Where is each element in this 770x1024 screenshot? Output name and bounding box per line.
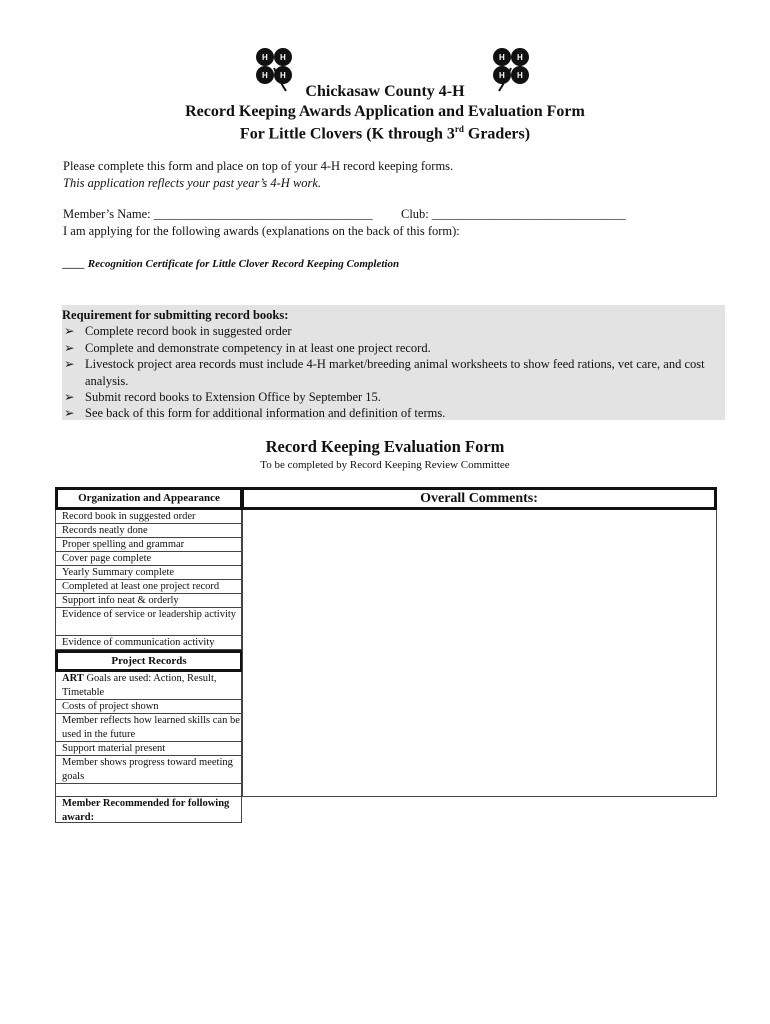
org-row[interactable]: Record book in suggested order (55, 510, 242, 524)
title-sup: rd (454, 124, 464, 134)
project-row[interactable]: Member shows progress toward meeting goals (55, 756, 242, 784)
svg-text:H: H (262, 71, 268, 80)
svg-text:H: H (280, 71, 286, 80)
project-row[interactable]: Member reflects how learned skills can be used in the future (55, 714, 242, 742)
svg-text:H: H (499, 53, 505, 62)
title-audience (0, 124, 770, 143)
requirement-text: Livestock project area records must include 4-H market/breeding animal worksheets to show feed rations, vet care, and cost analysis. (85, 357, 705, 388)
org-row[interactable]: Records neatly done (55, 524, 242, 538)
project-row[interactable]: Costs of project shown (55, 700, 242, 714)
recommended-award-field[interactable]: Member Recommended for following award: (55, 796, 242, 823)
arrow-bullet-icon: ➢ (64, 340, 75, 355)
award-option[interactable]: ____ Recognition Certificate for Little Clover Record Keeping Completion (63, 258, 400, 270)
requirement-item (62, 356, 725, 389)
intro-note: This application reflects your past year’s 4-H work. (63, 176, 322, 190)
requirement-text: Complete record book in suggested order (85, 324, 292, 339)
requirement-item (62, 340, 725, 356)
requirement-item (62, 323, 725, 339)
title-audience-end: Graders) (463, 125, 531, 143)
title-county: Chickasaw County 4-H (305, 83, 465, 100)
member-name-field[interactable]: Member’s Name: ___________________________________ (63, 207, 373, 221)
intro-instruction: Please complete this form and place on top of your 4-H record keeping forms. (63, 159, 454, 173)
org-row[interactable]: Completed at least one project record (55, 580, 242, 594)
org-row[interactable]: Cover page complete (55, 552, 242, 566)
svg-text:H: H (517, 53, 523, 62)
svg-text:H: H (499, 71, 505, 80)
title-audience-text: For Little Clovers (K through 3 (239, 125, 455, 143)
evaluation-subtitle: To be completed by Record Keeping Review Committee (260, 459, 510, 471)
org-header: Organization and Appearance (55, 487, 243, 510)
art-text: Goals are used: Action, Result, Timetable (62, 673, 217, 698)
project-row[interactable] (55, 672, 242, 700)
arrow-bullet-icon: ➢ (64, 406, 75, 421)
project-row[interactable]: Support material present (55, 742, 242, 756)
org-row[interactable]: Evidence of service or leadership activity (55, 608, 242, 636)
requirement-text: See back of this form for additional information and definition of terms. (85, 406, 446, 421)
requirement-item (62, 405, 725, 421)
comments-area[interactable] (242, 510, 717, 797)
club-field[interactable]: Club: _______________________________ (401, 207, 626, 221)
org-row[interactable]: Support info neat & orderly (55, 594, 242, 608)
org-row[interactable]: Evidence of communication activity (55, 636, 242, 650)
svg-text:H: H (262, 53, 268, 62)
applying-text: I am applying for the following awards (explanations on the back of this form): (63, 224, 460, 238)
arrow-bullet-icon: ➢ (64, 357, 75, 372)
org-row[interactable]: Yearly Summary complete (55, 566, 242, 580)
svg-text:H: H (280, 53, 286, 62)
requirements-box (62, 305, 725, 420)
requirement-text: Complete and demonstrate competency in at least one project record. (85, 340, 431, 355)
art-label: ART (62, 673, 84, 684)
comments-header: Overall Comments: (242, 487, 717, 510)
evaluation-title: Record Keeping Evaluation Form (265, 437, 505, 456)
project-header: Project Records (55, 650, 243, 672)
org-row[interactable]: Proper spelling and grammar (55, 538, 242, 552)
title-form: Record Keeping Awards Application and Evaluation Form (185, 103, 585, 120)
arrow-bullet-icon: ➢ (64, 324, 75, 339)
requirement-text: Submit record books to Extension Office by September 15. (85, 390, 381, 405)
arrow-bullet-icon: ➢ (64, 390, 75, 405)
requirement-item (62, 389, 725, 405)
svg-text:H: H (517, 71, 523, 80)
requirements-heading: Requirement for submitting record books: (62, 308, 289, 322)
